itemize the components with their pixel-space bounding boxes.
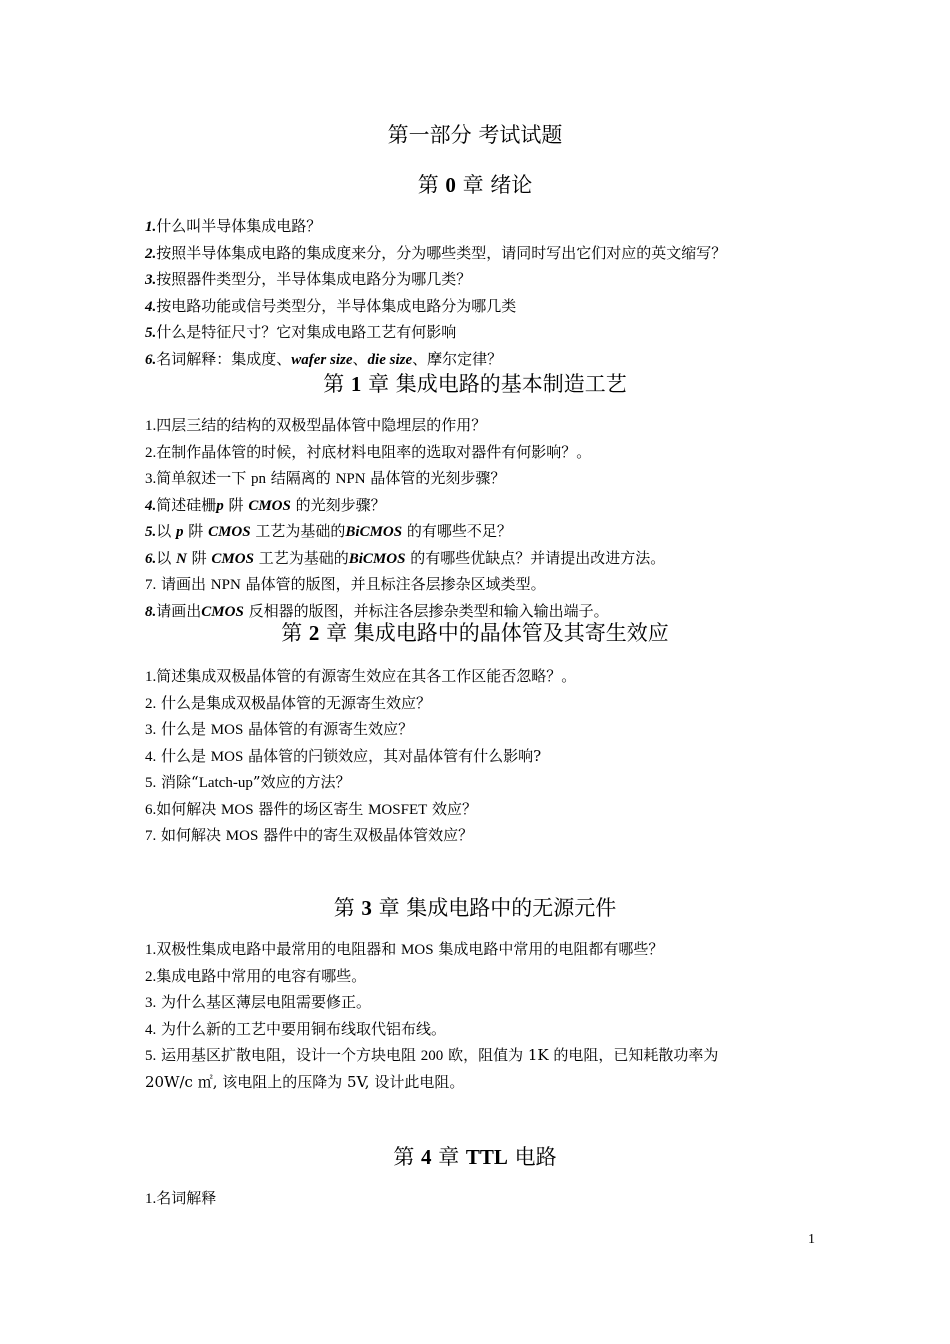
chapter-title: 章 集成电路中的晶体管及其寄生效应	[319, 621, 669, 645]
question-number: 6.	[145, 550, 157, 567]
question-number: 1.	[145, 219, 157, 235]
chapter-title: 电路	[507, 1145, 557, 1169]
question-number: 1.	[145, 1191, 157, 1207]
question-text: 晶体管的版图，并且标注各层掺杂区域类型。	[240, 575, 546, 593]
question-text: 晶体管的有源寄生效应？	[243, 720, 414, 738]
question-number: 4.	[145, 497, 157, 514]
chapter-0-heading	[0, 170, 950, 200]
question-term: MOS	[221, 801, 254, 818]
question-number: 5.	[145, 775, 157, 791]
question-text: 如何解决	[156, 799, 222, 818]
question-text: 欧，阻值为 1K 的电阻，已知耗散功率为	[443, 1046, 719, 1064]
question-item	[145, 519, 845, 546]
question-term: BiCMOS	[348, 550, 406, 567]
chapter-0-questions	[145, 214, 845, 373]
question-text: 晶体管的光刻步骤？	[365, 469, 506, 487]
question-item	[145, 572, 845, 599]
question-number: 1.	[145, 942, 157, 958]
question-item	[145, 493, 845, 520]
question-term: CMOS	[208, 524, 251, 540]
question-text: 双极性集成电路中最常用的电阻器和	[156, 940, 402, 958]
chapter-4-questions	[145, 1186, 845, 1213]
chapter-prefix: 第	[417, 173, 446, 197]
question-term: p	[216, 497, 224, 514]
question-number: 6.	[145, 801, 157, 818]
question-text: 晶体管的闩锁效应，其对晶体管有什么影响?	[243, 746, 542, 765]
question-item	[145, 413, 845, 440]
question-text: 四层三结的结构的双极型晶体管中隐埋层的作用？	[156, 416, 487, 434]
question-text: 为什么新的工艺中要用铜布线取代铝布线。	[156, 1019, 447, 1038]
question-number: 3.	[145, 272, 157, 288]
chapter-1-heading	[0, 369, 950, 399]
chapter-prefix: 第	[393, 1145, 422, 1169]
chapter-1-questions	[145, 413, 845, 625]
question-number: 3.	[145, 995, 157, 1011]
question-text: 的有哪些优缺点？并请提出改进方法。	[405, 548, 666, 567]
question-number: 1.	[145, 418, 157, 434]
question-number: 3.	[145, 471, 157, 487]
question-term: p	[176, 524, 184, 540]
question-text: 的有哪些不足？	[402, 522, 512, 540]
chapter-title: 章	[431, 1145, 466, 1169]
question-text: 请画出	[156, 575, 211, 593]
question-number: 4.	[145, 748, 157, 765]
question-text: 器件中的寄生双极晶体管效应？	[258, 826, 474, 844]
question-text: 简单叙述一下	[156, 469, 252, 487]
question-text: 工艺为基础的	[253, 548, 349, 567]
question-term: MOS	[210, 722, 244, 738]
chapter-3-heading	[0, 893, 950, 923]
question-text: 如何解决	[156, 826, 226, 844]
chapter-number: 3	[361, 896, 372, 920]
question-number: 1.	[145, 669, 157, 685]
chapter-2-questions	[145, 664, 845, 850]
question-text: 结隔离的	[266, 469, 336, 487]
question-item	[145, 1017, 845, 1044]
question-text: 运用基区扩散电阻，设计一个方块电阻	[156, 1046, 421, 1064]
question-text: 效应？	[427, 799, 478, 818]
question-text: 按照器件类型分，半导体集成电路分为哪几类？	[156, 270, 472, 288]
question-number: 3.	[145, 722, 157, 738]
question-text: 以	[156, 522, 177, 540]
question-text: 什么是	[156, 746, 211, 765]
question-item	[145, 241, 845, 268]
question-text: 阱	[183, 522, 209, 540]
question-number: 2.	[145, 968, 157, 985]
chapter-2-heading	[0, 618, 950, 648]
question-number: 5.	[145, 1048, 157, 1064]
question-text: 按电路功能或信号类型分，半导体集成电路分为哪几类	[156, 296, 517, 315]
question-term: die size	[367, 351, 413, 368]
chapter-3-questions	[145, 937, 845, 1095]
page-title: 第一部分 考试试题	[387, 123, 563, 147]
chapter-title-term: TTL	[465, 1145, 508, 1169]
question-term: NPN	[210, 577, 241, 593]
question-term: CMOS	[211, 550, 254, 567]
question-item	[145, 823, 845, 850]
question-text: 20W/c ㎡, 该电阻上的压降为 5V, 设计此电阻。	[145, 1072, 465, 1091]
question-number: 6.	[145, 351, 157, 368]
chapter-title: 章 集成电路的基本制造工艺	[361, 372, 627, 396]
chapter-number: 4	[421, 1145, 432, 1169]
question-item	[145, 964, 845, 991]
question-term: Latch-up	[198, 775, 253, 791]
question-text: 为什么基区薄层电阻需要修正。	[156, 993, 372, 1011]
question-text: 简述集成双极晶体管的有源寄生效应在其各工作区能否忽略？。	[156, 667, 577, 685]
question-item	[145, 1186, 845, 1213]
question-term: CMOS	[248, 497, 291, 514]
question-item	[145, 797, 845, 824]
question-text: 的光刻步骤？	[290, 495, 386, 514]
question-item	[145, 664, 845, 691]
question-item	[145, 744, 845, 771]
question-term: pn	[251, 471, 267, 487]
question-number: 7.	[145, 577, 157, 593]
question-text: 消除“	[156, 773, 199, 791]
question-text: 工艺为基础的	[250, 522, 346, 540]
question-text: 什么是集成双极晶体管的无源寄生效应？	[156, 693, 432, 712]
question-item-continuation	[145, 1070, 845, 1096]
question-item	[145, 294, 845, 321]
question-number: 2.	[145, 444, 157, 461]
question-text: 、	[352, 349, 368, 368]
question-text: 阱	[186, 548, 212, 567]
question-item	[145, 267, 845, 294]
question-number: 5.	[145, 524, 157, 540]
question-number: 5.	[145, 325, 157, 341]
chapter-4-heading	[0, 1142, 950, 1172]
chapter-title: 章 绪论	[455, 173, 533, 197]
question-number: 7.	[145, 828, 157, 844]
question-item	[145, 717, 845, 744]
question-term: 200	[420, 1048, 444, 1064]
question-item	[145, 937, 845, 964]
chapter-number: 0	[445, 173, 456, 197]
question-text: 以	[156, 548, 177, 567]
question-text: 什么是	[156, 720, 211, 738]
question-text: 什么叫半导体集成电路？	[156, 217, 322, 235]
question-text: 请画出	[156, 601, 202, 620]
chapter-prefix: 第	[323, 372, 351, 396]
question-text: 按照半导体集成电路的集成度来分，分为哪些类型，请同时写出它们对应的英文缩写？	[156, 243, 727, 262]
question-number: 4.	[145, 298, 157, 315]
chapter-prefix: 第	[281, 621, 309, 645]
question-term: wafer size	[291, 351, 353, 368]
question-text: 简述硅栅	[156, 495, 217, 514]
question-number: 2.	[145, 695, 157, 712]
chapter-number: 2	[308, 621, 320, 645]
question-text: ”效应的方法？	[252, 773, 351, 791]
chapter-number: 1	[350, 372, 362, 396]
question-item	[145, 320, 845, 347]
question-term: MOS	[210, 748, 244, 765]
question-item	[145, 691, 845, 718]
question-text: 名词解释：集成度、	[156, 349, 292, 368]
chapter-title: 章 集成电路中的无源元件	[371, 896, 617, 920]
question-term: BiCMOS	[345, 524, 403, 540]
question-item	[145, 546, 845, 573]
question-text: 什么是特征尺寸？它对集成电路工艺有何影响	[156, 323, 457, 341]
question-term: MOS	[401, 942, 434, 958]
question-text: 反相器的版图，并标注各层掺杂类型和输入输出端子。	[243, 601, 609, 620]
question-item	[145, 770, 845, 797]
question-text: 集成电路中常用的电容有哪些。	[156, 966, 367, 985]
question-term: NPN	[335, 471, 366, 487]
question-item	[145, 466, 845, 493]
question-term: MOS	[225, 828, 259, 844]
question-text: 在制作晶体管的时候，衬底材料电阻率的选取对器件有何影响？。	[156, 442, 592, 461]
question-item	[145, 1043, 845, 1070]
question-term: N	[176, 550, 187, 567]
question-number: 8.	[145, 603, 157, 620]
page-number: 1	[808, 1232, 815, 1247]
question-item	[145, 440, 845, 467]
question-item	[145, 214, 845, 241]
question-text: 集成电路中常用的电阻都有哪些？	[433, 940, 664, 958]
question-term: CMOS	[201, 603, 244, 620]
question-text: 、摩尔定律？	[412, 349, 503, 368]
question-number: 4.	[145, 1021, 157, 1038]
question-text: 阱	[223, 495, 249, 514]
question-text: 器件的场区寄生	[253, 799, 369, 818]
question-term: MOSFET	[368, 801, 428, 818]
question-text: 名词解释	[156, 1189, 217, 1207]
question-item	[145, 990, 845, 1017]
chapter-prefix: 第	[333, 896, 362, 920]
question-number: 2.	[145, 245, 157, 262]
